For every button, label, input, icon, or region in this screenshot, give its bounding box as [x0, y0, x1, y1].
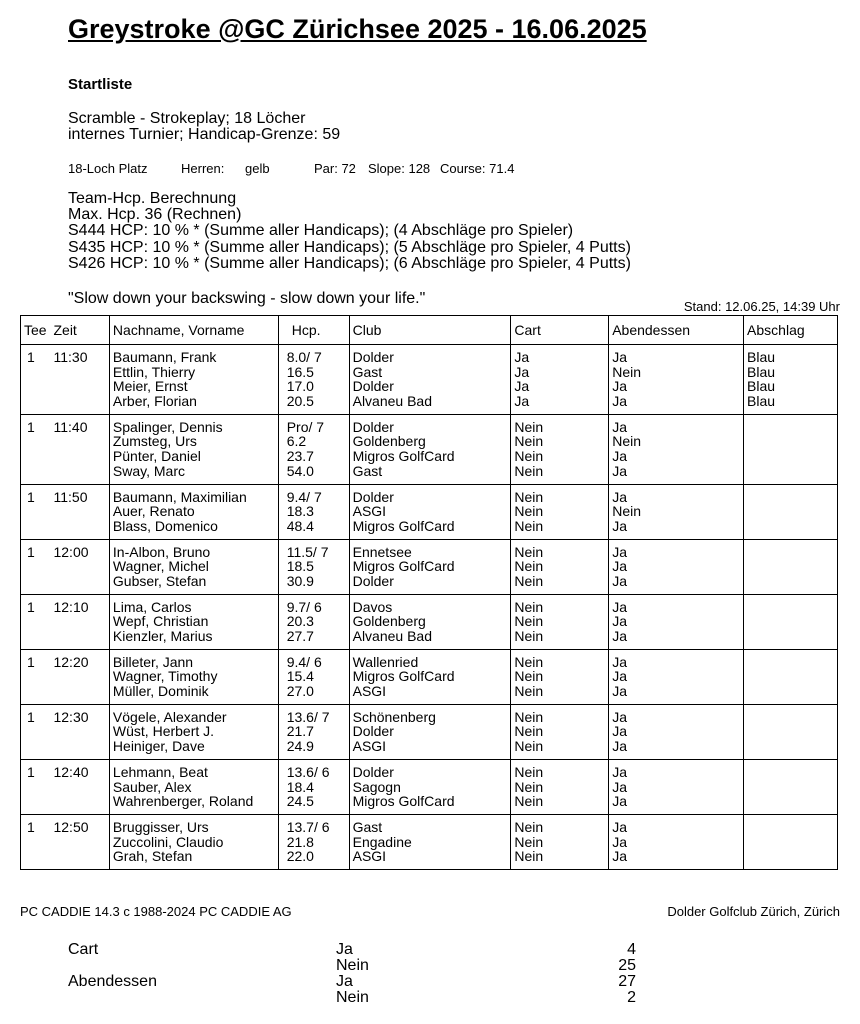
player-name: Wagner, Timothy [112, 668, 218, 685]
player-cart: Nein [514, 763, 544, 780]
player-abendessen: Ja [612, 848, 627, 865]
player-club: ASGI [352, 738, 387, 755]
flight-hcp-cell [278, 594, 349, 649]
format-line-1: Scramble - Strokeplay; 18 Löcher [68, 110, 306, 127]
player-hcp: 18.4 [286, 778, 314, 795]
player-name: Ettlin, Thierry [112, 363, 196, 380]
flight-time: 12:30 [50, 704, 109, 759]
summary-cart-ja-count: 4 [627, 941, 636, 958]
stand-timestamp: Stand: 12.06.25, 14:39 Uhr [683, 299, 840, 314]
player-hcp: Pro/ 7 [286, 418, 325, 435]
flight-names-cell [109, 814, 278, 869]
player-name: Pünter, Daniel [112, 448, 201, 465]
player-cart: Ja [514, 349, 530, 365]
flight-time: 11:40 [50, 414, 109, 484]
flight-row [21, 414, 838, 484]
flight-tee: 1 [21, 704, 51, 759]
player-abendessen: Ja [612, 723, 627, 740]
player-abendessen: Ja [612, 653, 627, 670]
player-cart: Ja [514, 393, 530, 410]
player-abendessen: Ja [612, 543, 627, 560]
player-cart: Nein [514, 708, 544, 725]
player-abendessen: Ja [612, 418, 627, 435]
player-cart: Nein [514, 833, 544, 850]
player-hcp: 21.8 [286, 833, 314, 850]
flight-abendessen-cell [609, 484, 744, 539]
flight-club-cell [349, 649, 511, 704]
flight-row [21, 484, 838, 539]
flight-hcp-cell [278, 759, 349, 814]
player-cart: Nein [514, 653, 544, 670]
flight-names-cell [109, 704, 278, 759]
player-club: Migros GolfCard [352, 793, 455, 810]
player-name: Sway, Marc [112, 462, 186, 479]
player-hcp: 9.4/ 6 [286, 653, 322, 670]
player-hcp: 8.0/ 7 [286, 349, 322, 365]
flight-abendessen-cell [609, 594, 744, 649]
player-name: Arber, Florian [112, 393, 197, 410]
summary-abendessen-label: Abendessen [68, 973, 157, 990]
flight-time: 11:30 [50, 345, 109, 415]
player-name: Gubser, Stefan [112, 572, 207, 589]
player-cart: Nein [514, 598, 544, 615]
course-platz: 18-Loch Platz [68, 161, 148, 176]
player-cart: Ja [514, 363, 530, 380]
player-club: Sagogn [352, 778, 401, 795]
player-club: Gast [352, 363, 383, 380]
player-club: Wallenried [352, 653, 419, 670]
flight-abendessen-cell [609, 414, 744, 484]
flight-time: 12:20 [50, 649, 109, 704]
player-hcp: 16.5 [286, 363, 314, 380]
player-club: Migros GolfCard [352, 517, 455, 534]
player-hcp: 24.9 [286, 738, 314, 755]
flight-abschlag-cell [744, 539, 838, 594]
player-name: Baumann, Maximilian [112, 488, 247, 505]
flight-row [21, 345, 838, 415]
format-line-2: internes Turnier; Handicap-Grenze: 59 [68, 126, 341, 143]
summary-cart-ja-label: Ja [336, 941, 353, 958]
flight-time: 12:40 [50, 759, 109, 814]
flight-tee: 1 [21, 649, 51, 704]
flight-abendessen-cell [609, 345, 744, 415]
flight-abendessen-cell [609, 704, 744, 759]
flight-names-cell [109, 539, 278, 594]
player-abendessen: Ja [612, 448, 627, 465]
flight-cart-cell [511, 649, 609, 704]
player-name: Vögele, Alexander [112, 708, 227, 725]
footer-club: Dolder Golfclub Zürich, Zürich [667, 904, 840, 919]
player-club: ASGI [352, 848, 387, 865]
team-calc-line: S444 HCP: 10 % * (Summe aller Handicaps); (4 Abschläge pro Spieler) [68, 222, 574, 239]
player-cart: Nein [514, 668, 544, 685]
player-abendessen: Ja [612, 572, 627, 589]
flight-club-cell [349, 704, 511, 759]
player-abendessen: Ja [612, 349, 627, 365]
player-cart: Nein [514, 503, 544, 520]
player-name: Spalinger, Dennis [112, 418, 223, 435]
summary-abendessen-nein-count: 2 [627, 989, 636, 1006]
player-club: Migros GolfCard [352, 448, 455, 465]
player-name: Meier, Ernst [112, 378, 188, 395]
course-par: Par: 72 [314, 161, 356, 176]
course-herren-value: gelb [245, 161, 270, 176]
column-header-abschlag: Abschlag [744, 316, 838, 345]
player-abendessen: Ja [612, 488, 627, 505]
flight-names-cell [109, 345, 278, 415]
player-hcp: 17.0 [286, 378, 314, 395]
player-hcp: 20.5 [286, 393, 314, 410]
flight-tee: 1 [21, 414, 51, 484]
flight-hcp-cell [278, 345, 349, 415]
footer-software: PC CADDIE 14.3 c 1988-2024 PC CADDIE AG [20, 904, 292, 919]
flight-cart-cell [511, 704, 609, 759]
player-club: Goldenberg [352, 433, 426, 450]
player-name: Lima, Carlos [112, 598, 192, 615]
player-hcp: 23.7 [286, 448, 314, 465]
flight-abschlag-cell [744, 594, 838, 649]
player-club: Dolder [352, 723, 394, 740]
player-club: Dolder [352, 763, 394, 780]
player-name: Lehmann, Beat [112, 763, 208, 780]
flight-row [21, 704, 838, 759]
flight-hcp-cell [278, 539, 349, 594]
flight-hcp-cell [278, 649, 349, 704]
player-name: Auer, Renato [112, 503, 195, 520]
flight-hcp-cell [278, 814, 349, 869]
course-slope: Slope: 128 [368, 161, 431, 176]
player-abendessen: Ja [612, 462, 627, 479]
flight-tee: 1 [21, 759, 51, 814]
player-abschlag: Blau [747, 378, 776, 395]
player-cart: Nein [514, 418, 544, 435]
player-cart: Nein [514, 558, 544, 575]
player-name: Wagner, Michel [112, 558, 209, 575]
player-abendessen: Nein [612, 363, 641, 380]
player-cart: Nein [514, 848, 544, 865]
team-calc-line: Team-Hcp. Berechnung [68, 190, 237, 207]
player-club: Davos [352, 598, 393, 615]
flight-abschlag-cell [744, 759, 838, 814]
course-rating: Course: 71.4 [440, 161, 515, 176]
column-header-name: Nachname, Vorname [109, 316, 278, 345]
player-name: Wüst, Herbert J. [112, 723, 215, 740]
player-name: Baumann, Frank [112, 349, 217, 365]
flight-club-cell [349, 414, 511, 484]
player-abendessen: Ja [612, 738, 627, 755]
player-abendessen: Ja [612, 818, 627, 835]
player-cart: Nein [514, 543, 544, 560]
flight-club-cell [349, 759, 511, 814]
player-club: Alvaneu Bad [352, 393, 433, 410]
player-abendessen: Ja [612, 598, 627, 615]
player-cart: Nein [514, 778, 544, 795]
player-name: Bruggisser, Urs [112, 818, 209, 835]
team-calc-line: Max. Hcp. 36 (Rechnen) [68, 206, 242, 223]
flight-time: 11:50 [50, 484, 109, 539]
player-name: Wahrenberger, Roland [112, 793, 254, 810]
flight-time: 12:10 [50, 594, 109, 649]
player-abschlag: Blau [747, 393, 776, 410]
summary-cart-nein-count: 25 [618, 957, 636, 974]
flight-names-cell [109, 649, 278, 704]
player-name: Heiniger, Dave [112, 738, 205, 755]
player-abendessen: Nein [612, 503, 641, 520]
flight-cart-cell [511, 345, 609, 415]
player-hcp: 18.3 [286, 503, 314, 520]
summary-abendessen-ja-count: 27 [618, 973, 636, 990]
column-header-hcp: Hcp. [278, 316, 349, 345]
flight-hcp-cell [278, 414, 349, 484]
player-hcp: 21.7 [286, 723, 314, 740]
column-header-zeit: Zeit [50, 316, 109, 345]
player-hcp: 48.4 [286, 517, 314, 534]
flight-club-cell [349, 814, 511, 869]
flight-time: 12:00 [50, 539, 109, 594]
flight-abschlag-cell [744, 704, 838, 759]
flight-names-cell [109, 484, 278, 539]
player-cart: Nein [514, 572, 544, 589]
player-club: Dolder [352, 418, 394, 435]
player-abendessen: Ja [612, 763, 627, 780]
flight-tee: 1 [21, 539, 51, 594]
player-cart: Nein [514, 683, 544, 700]
player-hcp: 15.4 [286, 668, 314, 685]
player-club: Dolder [352, 572, 394, 589]
player-name: Wepf, Christian [112, 613, 209, 630]
player-cart: Nein [514, 488, 544, 505]
player-club: Ennetsee [352, 543, 412, 560]
player-club: Gast [352, 818, 383, 835]
player-hcp: 27.0 [286, 683, 314, 700]
player-hcp: 27.7 [286, 628, 314, 644]
player-club: ASGI [352, 503, 387, 520]
player-club: Goldenberg [352, 613, 426, 630]
flight-row [21, 539, 838, 594]
player-club: Dolder [352, 488, 394, 505]
summary-cart-label: Cart [68, 941, 99, 958]
player-hcp: 9.7/ 6 [286, 598, 322, 615]
flight-names-cell [109, 594, 278, 649]
team-calc-line: S426 HCP: 10 % * (Summe aller Handicaps); (6 Abschläge pro Spieler, 4 Putts) [68, 255, 631, 272]
table-header-row [21, 316, 838, 345]
flight-abendessen-cell [609, 814, 744, 869]
player-abendessen: Ja [612, 793, 627, 810]
player-hcp: 54.0 [286, 462, 314, 479]
flight-cart-cell [511, 414, 609, 484]
player-abendessen: Ja [612, 668, 627, 685]
player-hcp: 11.5/ 7 [286, 543, 329, 560]
player-abendessen: Ja [612, 517, 627, 534]
player-cart: Ja [514, 378, 530, 395]
player-club: Gast [352, 462, 383, 479]
player-abschlag: Blau [747, 349, 776, 365]
column-header-tee: Tee [21, 316, 51, 345]
column-header-abendessen: Abendessen [609, 316, 744, 345]
flight-tee: 1 [21, 345, 51, 415]
player-cart: Nein [514, 613, 544, 630]
player-club: Dolder [352, 349, 394, 365]
flight-row [21, 759, 838, 814]
player-abendessen: Ja [612, 628, 627, 644]
flight-abendessen-cell [609, 649, 744, 704]
summary-cart-nein-label: Nein [336, 957, 369, 974]
player-club: Migros GolfCard [352, 668, 455, 685]
flight-tee: 1 [21, 594, 51, 649]
player-abendessen: Ja [612, 613, 627, 630]
player-club: Schönenberg [352, 708, 436, 725]
player-hcp: 6.2 [286, 433, 307, 450]
player-club: ASGI [352, 683, 387, 700]
flight-club-cell [349, 594, 511, 649]
player-cart: Nein [514, 433, 544, 450]
player-cart: Nein [514, 818, 544, 835]
flight-hcp-cell [278, 704, 349, 759]
player-name: Grah, Stefan [112, 848, 193, 865]
player-hcp: 22.0 [286, 848, 314, 865]
page-subtitle: Startliste [68, 76, 133, 93]
flight-row [21, 594, 838, 649]
team-calc-line: S435 HCP: 10 % * (Summe aller Handicaps); (5 Abschläge pro Spieler, 4 Putts) [68, 239, 631, 256]
quote: "Slow down your backswing - slow down your life." [68, 290, 426, 307]
player-abendessen: Ja [612, 378, 627, 395]
player-abendessen: Ja [612, 833, 627, 850]
flight-row [21, 649, 838, 704]
player-name: Zumsteg, Urs [112, 433, 197, 450]
flight-row [21, 814, 838, 869]
flight-abendessen-cell [609, 759, 744, 814]
player-name: Sauber, Alex [112, 778, 192, 795]
course-herren-label: Herren: [181, 161, 225, 176]
flight-cart-cell [511, 759, 609, 814]
flight-club-cell [349, 345, 511, 415]
player-hcp: 13.6/ 6 [286, 763, 330, 780]
player-name: Müller, Dominik [112, 683, 209, 700]
player-name: Blass, Domenico [112, 517, 218, 534]
flight-cart-cell [511, 539, 609, 594]
player-hcp: 18.5 [286, 558, 314, 575]
player-hcp: 13.6/ 7 [286, 708, 330, 725]
player-abendessen: Nein [612, 433, 641, 450]
player-hcp: 30.9 [286, 572, 314, 589]
column-header-club: Club [349, 316, 511, 345]
player-club: Migros GolfCard [352, 558, 455, 575]
flight-abschlag-cell [744, 345, 838, 415]
flight-abschlag-cell [744, 484, 838, 539]
flight-tee: 1 [21, 814, 51, 869]
player-abendessen: Ja [612, 558, 627, 575]
start-list-table [20, 315, 838, 870]
flight-abendessen-cell [609, 539, 744, 594]
player-cart: Nein [514, 723, 544, 740]
flight-club-cell [349, 539, 511, 594]
player-hcp: 9.4/ 7 [286, 488, 322, 505]
player-abendessen: Ja [612, 393, 627, 410]
player-abendessen: Ja [612, 708, 627, 725]
flight-tee: 1 [21, 484, 51, 539]
player-cart: Nein [514, 738, 544, 755]
column-header-cart: Cart [511, 316, 609, 345]
flight-abschlag-cell [744, 649, 838, 704]
player-hcp: 20.3 [286, 613, 314, 630]
flight-abschlag-cell [744, 414, 838, 484]
player-abschlag: Blau [747, 363, 776, 380]
page-title: Greystroke @GC Zürichsee 2025 - 16.06.2025 [68, 14, 647, 44]
player-name: Billeter, Jann [112, 653, 194, 670]
summary-abendessen-nein-label: Nein [336, 989, 369, 1006]
player-abendessen: Ja [612, 683, 627, 700]
player-name: Kienzler, Marius [112, 628, 213, 644]
player-name: Zuccolini, Claudio [112, 833, 224, 850]
player-club: Engadine [352, 833, 412, 850]
player-cart: Nein [514, 517, 544, 534]
player-abendessen: Ja [612, 778, 627, 795]
flight-cart-cell [511, 594, 609, 649]
player-cart: Nein [514, 462, 544, 479]
player-club: Dolder [352, 378, 394, 395]
flight-hcp-cell [278, 484, 349, 539]
flight-cart-cell [511, 814, 609, 869]
flight-abschlag-cell [744, 814, 838, 869]
flight-time: 12:50 [50, 814, 109, 869]
player-hcp: 13.7/ 6 [286, 818, 330, 835]
player-name: In-Albon, Bruno [112, 543, 211, 560]
flight-club-cell [349, 484, 511, 539]
flight-names-cell [109, 414, 278, 484]
summary-abendessen-ja-label: Ja [336, 973, 353, 990]
player-cart: Nein [514, 448, 544, 465]
player-hcp: 24.5 [286, 793, 314, 810]
player-cart: Nein [514, 793, 544, 810]
player-cart: Nein [514, 628, 544, 644]
flight-cart-cell [511, 484, 609, 539]
flight-names-cell [109, 759, 278, 814]
player-club: Alvaneu Bad [352, 628, 433, 644]
